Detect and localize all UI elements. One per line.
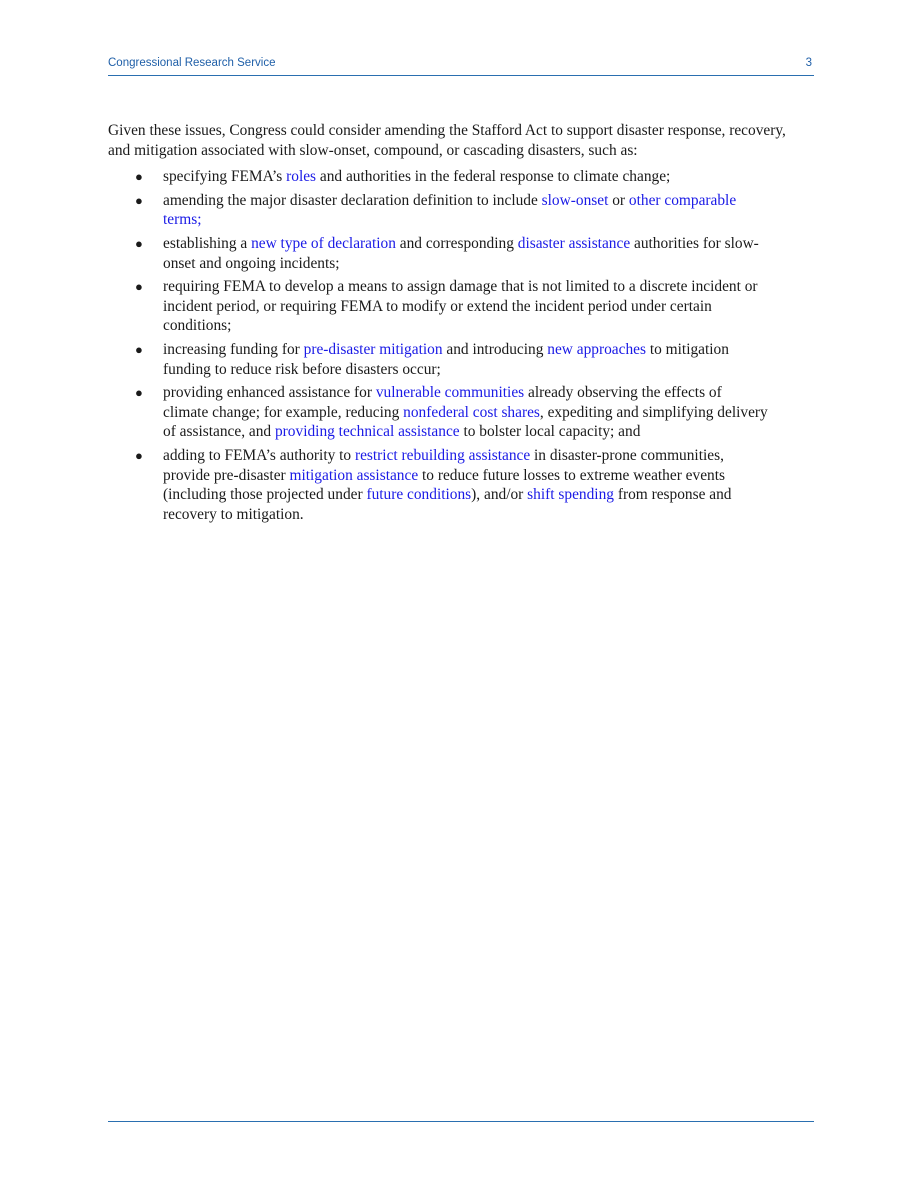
link-nonfederal-cost-shares[interactable]: nonfederal cost shares [403, 403, 540, 421]
item-text: and authorities in the federal response to climate change; [316, 168, 671, 186]
list-item [108, 340, 798, 379]
page-header [108, 57, 814, 76]
list-item [108, 383, 798, 442]
item-text: to bolster local capacity; and [459, 423, 641, 441]
item-text: authorities for slow-onset and ongoing incidents; [163, 234, 759, 272]
item-text: , expediting and simplifying delivery of assistance, and [163, 403, 768, 441]
list-item [108, 234, 798, 273]
header-org-name: Congressional Research Service [108, 57, 276, 69]
link-shift-spending[interactable]: shift spending [527, 486, 614, 504]
link-other-comparable-terms[interactable]: other comparable terms; [163, 191, 737, 229]
link-mitigation-assistance[interactable]: mitigation assistance [289, 466, 419, 484]
link-slow-onset[interactable]: slow-onset [541, 191, 609, 209]
item-text: or [608, 191, 629, 209]
link-vulnerable-communities[interactable]: vulnerable communities [375, 384, 525, 402]
bullet-icon: ● [135, 341, 143, 357]
document-body [108, 121, 798, 528]
item-text: and corresponding [395, 234, 518, 252]
list-item [108, 167, 798, 187]
link-restrict-rebuilding-assistance[interactable]: restrict rebuilding assistance [354, 446, 531, 464]
item-text: adding to FEMA’s authority to [163, 446, 355, 464]
item-text: to mitigation funding to reduce risk before disasters occur; [163, 340, 729, 378]
item-text: in disaster-prone communities, provide pre-disaster [163, 446, 724, 484]
list-item [108, 446, 798, 524]
item-text: establishing a [163, 234, 252, 252]
link-new-approaches[interactable]: new approaches [547, 340, 646, 358]
bullet-icon: ● [135, 169, 143, 185]
link-disaster-assistance[interactable]: disaster assistance [517, 234, 631, 252]
item-text: requiring FEMA to develop a means to assign damage that is not limited to a discrete incident or incident period, or requiring FEMA to modify or extend the incident period under certain conditions; [163, 278, 758, 335]
item-text: and introducing [442, 340, 548, 358]
options-list [108, 167, 798, 524]
list-item [108, 277, 798, 336]
item-text: specifying FEMA’s [163, 168, 287, 186]
item-text: from response and recovery to mitigation. [163, 486, 732, 523]
link-roles[interactable]: roles [286, 168, 317, 186]
bullet-icon: ● [135, 447, 143, 463]
bullet-icon: ● [135, 235, 143, 251]
item-text: providing enhanced assistance for [163, 384, 376, 402]
bullet-icon: ● [135, 385, 143, 401]
bullet-icon: ● [135, 279, 143, 295]
item-text: to reduce future losses to extreme weather events (including those projected under [163, 466, 725, 504]
list-item [108, 191, 798, 230]
link-future-conditions[interactable]: future conditions [366, 486, 472, 504]
item-text: amending the major disaster declaration definition to include [163, 191, 542, 209]
link-pre-disaster-mitigation[interactable]: pre-disaster mitigation [303, 340, 443, 358]
footer-rule [108, 1121, 814, 1122]
link-providing-technical-assistance[interactable]: providing technical assistance [274, 423, 460, 441]
item-text: increasing funding for [163, 340, 304, 358]
bullet-icon: ● [135, 192, 143, 208]
link-new-type-of-declaration[interactable]: new type of declaration [251, 234, 396, 252]
item-text: ), and/or [471, 486, 528, 504]
page-number: 3 [805, 57, 812, 69]
item-text: already observing the effects of climate change; for example, reducing [163, 384, 722, 421]
intro-paragraph: Given these issues, Congress could consider amending the Stafford Act to support disaster response, recovery, and mitigation associated with slow-onset, compound, or cascading disasters, such as: [108, 122, 786, 159]
